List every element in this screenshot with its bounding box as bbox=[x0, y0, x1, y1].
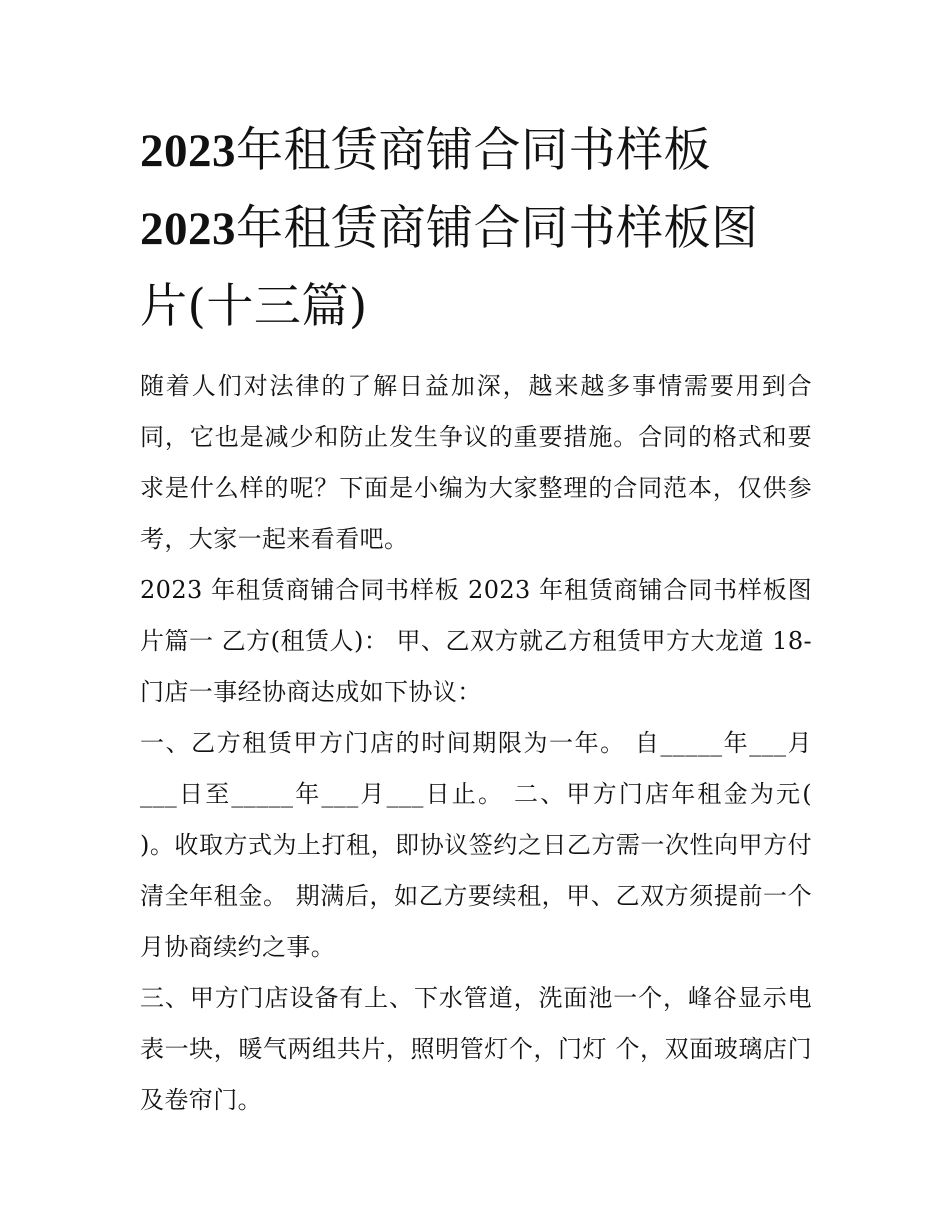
title-line-2 bbox=[140, 201, 759, 256]
title-year-1: 2023 bbox=[140, 125, 236, 177]
document-title bbox=[140, 112, 812, 345]
clause-equipment-paragraph: 三、甲方门店设备有上、下水管道，洗面池一个，峰谷显示电表一块，暖气两组共片，照明管灯个，门灯 个，双面玻璃店门及卷帘门。 bbox=[140, 984, 812, 1114]
intro-paragraph: 随着人们对法律的了解日益加深，越来越多事情需要用到合同，它也是减少和防止发生争议的重要措施。合同的格式和要求是什么样的呢？下面是小编为大家整理的合同范本，仅供参考，大家一起来看看吧。 bbox=[140, 372, 812, 553]
title-text-2: 年租赁商铺合同书样板图 bbox=[236, 201, 759, 256]
title-line-1 bbox=[140, 123, 711, 178]
title-year-2: 2023 bbox=[140, 203, 236, 255]
contract-heading-paragraph: 2023 年租赁商铺合同书样板 2023 年租赁商铺合同书样板图片篇一 乙方(租赁人)： 甲、乙双方就乙方租赁甲方大龙道 18-门店一事经协商达成如下协议： bbox=[140, 576, 812, 706]
document-page bbox=[140, 112, 812, 1126]
clause-term-rent-paragraph: 一、乙方租赁甲方门店的时间期限为一年。 自_____年___月___日至_____年___月___日止。 二、甲方门店年租金为元( )。收取方式为上打租，即协议签约之日乙方需一次性向甲方付清全年租金。 期满后，如乙方要续租，甲、乙双方须提前一个月协商续约之事。 bbox=[140, 729, 812, 961]
title-line-3: 片(十三篇) bbox=[140, 279, 368, 334]
title-text-1: 年租赁商铺合同书样板 bbox=[236, 123, 711, 178]
